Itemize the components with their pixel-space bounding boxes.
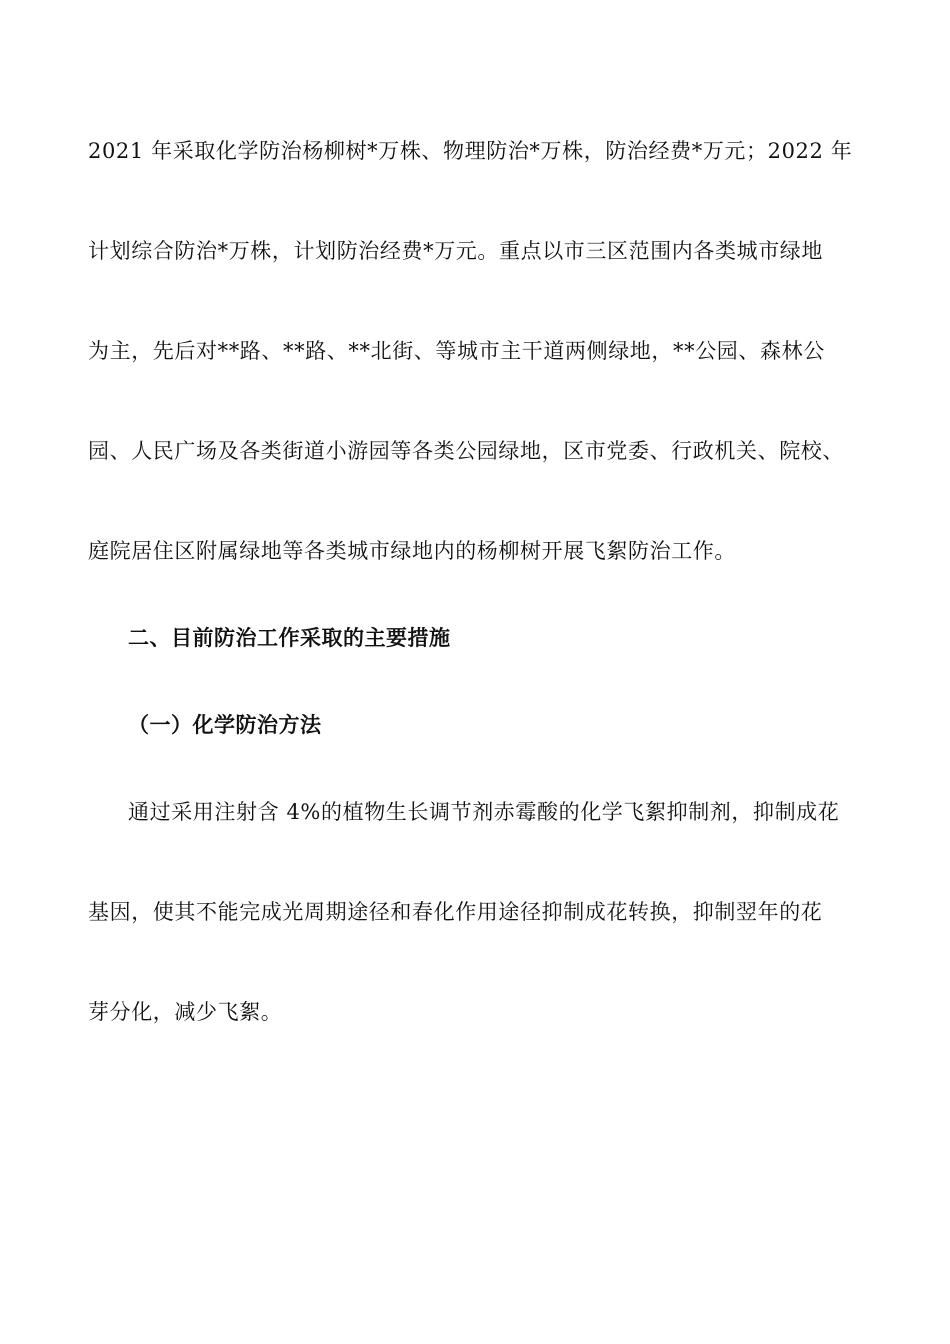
- paragraph-2-line-1: 通过采用注射含 4%的植物生长调节剂赤霉酸的化学飞絮抑制剂，抑制成花: [128, 800, 840, 824]
- paragraph-2-line-2: 基因，使其不能完成光周期途径和春化作用途径抑制成花转换，抑制翌年的花: [88, 900, 823, 924]
- paragraph-1-line-3: 为主，先后对**路、**路、**北街、等城市主干道两侧绿地，**公园、森林公: [88, 339, 825, 363]
- subsection-heading: （一）化学防治方法: [128, 713, 322, 737]
- paragraph-1-line-1: 2021 年采取化学防治杨柳树*万株、物理防治*万株，防治经费*万元；2022 年: [88, 139, 853, 163]
- section-heading: 二、目前防治工作采取的主要措施: [128, 626, 451, 650]
- paragraph-1-line-4: 园、人民广场及各类街道小游园等各类公园绿地，区市党委、行政机关、院校、: [88, 439, 844, 463]
- paragraph-2-line-3: 芽分化，减少飞絮。: [88, 1000, 283, 1024]
- paragraph-1-line-5: 庭院居住区附属绿地等各类城市绿地内的杨柳树开展飞絮防治工作。: [88, 539, 736, 563]
- paragraph-1-line-2: 计划综合防治*万株，计划防治经费*万元。重点以市三区范围内各类城市绿地: [88, 239, 823, 263]
